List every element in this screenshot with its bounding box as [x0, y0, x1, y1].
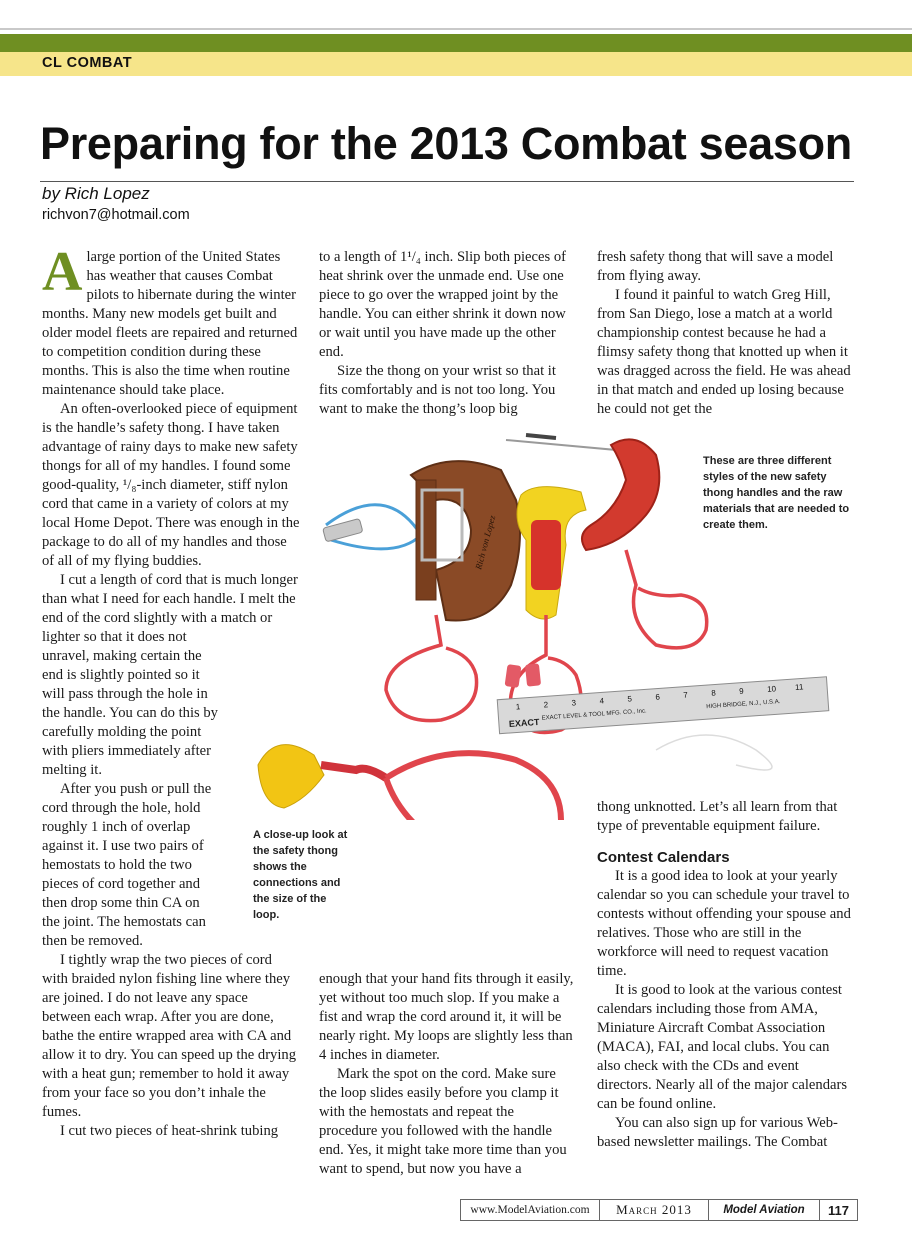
paragraph: I found it painful to watch Greg Hill, from San Diego, lose a match at a world championship contest because he had a flimsy safety thong that knotted up when it was dragged across the field. He was ahead in that match and ended up losing because he could not get the — [597, 287, 851, 417]
ruler-number: 8 — [710, 688, 717, 698]
narrow-wrap — [42, 647, 218, 951]
paragraph: Mark the spot on the cord. Make sure the loop slides easily before you clamp it with the hemostats and repeat the procedure you followed with the handle end. Yes, it might take more time than you want to spend, but now you have a — [319, 1066, 567, 1177]
paragraph — [42, 241, 300, 400]
column-2-top — [319, 248, 575, 419]
paragraph: You can also sign up for various Web-based newsletter mailings. The Combat — [597, 1115, 838, 1150]
paragraph: I cut two pieces of heat-shrink tubing — [60, 1123, 279, 1139]
wire-end — [526, 435, 556, 438]
heat-shrink-piece — [525, 663, 541, 686]
page-footer — [460, 1199, 858, 1221]
ruler-number: 10 — [766, 684, 777, 694]
ruler-number: 9 — [738, 686, 744, 696]
ruler-maker: EXACT LEVEL & TOOL MFG. CO., Inc. — [541, 708, 647, 722]
paragraph: An often-overlooked piece of equipment is the handle’s safety thong. I have taken advantage of rainy days to make new safety thongs for all of my handles. I found some good-quality, ¹/₈-inch diameter, stiff nylon cord that came in a variety of colors at my local Home Depot. There was enough in the package to do all of my handles and those of all of my flying buddies. — [42, 401, 300, 569]
page-number: 117 — [828, 1202, 849, 1218]
header-yellow-band — [0, 52, 912, 76]
ruler-number: 5 — [627, 694, 633, 704]
section-label: CL COMBAT — [42, 55, 133, 71]
ruler-number: 4 — [599, 696, 605, 706]
ruler-number: 6 — [655, 692, 661, 702]
ruler-number: 3 — [571, 698, 577, 708]
ruler-brand: EXACT — [508, 716, 540, 729]
paragraph: It is good to look at the various contest calendars including those from AMA, Miniature Aircraft Combat Association (MACA), FAI, and local clubs. You can also check with the CDs and event directors. Nearly all of the major calendars can be found online. — [597, 982, 848, 1112]
paragraph: I tightly wrap the two pieces of cord with braided nylon fishing line where they are joined. I do not leave any space between each wrap. After you are done, bathe the entire wrapped area with CA and allow it to dry. You can speed up the drying with a heat gun; remember to hold it away from your face so you don’t inhale the fumes. — [42, 952, 297, 1120]
closeup-cord-loop — [386, 753, 561, 820]
column-3-top — [597, 248, 855, 419]
cord-loop-1 — [386, 615, 477, 721]
header-green-band — [0, 34, 912, 52]
fishing-line — [656, 735, 772, 770]
ruler-number: 2 — [543, 700, 549, 710]
column-3-bottom — [597, 798, 855, 1152]
closeup-cord-tail — [386, 778, 496, 820]
photo-caption: These are three different styles of the new safety thong handles and the raw materials that are needed to create them. — [703, 455, 850, 531]
red-grip — [531, 520, 561, 590]
paragraph: unravel, making certain the end is slightly pointed so it will pass through the hole in the handle. You can do this by carefully molding the point with pliers immediately after melting it. — [42, 648, 218, 778]
author-email: richvon7@hotmail.com — [42, 207, 190, 223]
ruler-number: 11 — [794, 682, 804, 692]
closeup-caption: A close-up look at the safety thong shows the connections and the size of the loop. — [253, 829, 348, 921]
paragraph: Size the thong on your wrist so that it fits comfortably and is not too long. You want to make the thong’s loop big — [319, 363, 556, 417]
red-curved-handle — [582, 439, 659, 550]
footer-magazine: Model Aviation — [709, 1200, 820, 1220]
paragraph: It is a good idea to look at your yearly calendar so you can schedule your travel to contests without offending your spouse and relatives. Those who are still in the workforce will need to request vacation time. — [597, 868, 851, 979]
paragraph: thong unknotted. Let’s all learn from that type of preventable equipment failure. — [597, 799, 838, 834]
byline: by Rich Lopez — [42, 184, 150, 203]
ruler-number: 1 — [515, 702, 521, 712]
drop-cap: A — [42, 241, 83, 303]
closeup-heat-shrink — [321, 765, 386, 778]
footer-date: March 2013 — [600, 1200, 709, 1220]
paragraph: I cut a length of cord that is much longer than what I need for each handle. I melt the end of the cord slightly with a match or lighter so that it does not — [42, 572, 298, 645]
article-title: Preparing for the 2013 Combat season — [40, 118, 852, 169]
paragraph: to a length of 1¹/₄ inch. Slip both pieces of heat shrink over the unmade end. Use one piece to go over the wrapped joint by the handle. You can either shrink it down now or wait until you have made up the other end. — [319, 249, 566, 360]
steel-ruler — [497, 677, 829, 734]
ruler-number: 7 — [683, 690, 689, 700]
subheading: Contest Calendars — [597, 849, 730, 866]
top-rule — [0, 28, 912, 30]
handle-writing: Rich von Lopez — [473, 514, 498, 571]
cord-loop-3 — [626, 550, 707, 648]
paragraph: fresh safety thong that will save a model from flying away. — [597, 249, 834, 284]
closeup-yellow-handle — [258, 745, 324, 808]
column-2-bottom — [319, 970, 575, 1179]
title-rule — [40, 181, 854, 182]
heat-shrink-piece — [505, 664, 522, 688]
paragraph: After you push or pull the cord through the hole, hold roughly 1 inch of overlap against it. I use two pairs of hemostats to hold the two pieces of cord together and then drop some thin CA on the joint. The hemostats can then be removed. — [42, 781, 212, 949]
paragraph: enough that your hand fits through it easily, yet without too much slop. If you make a fist and wrap the cord around it, it will be nearly right. My loops are slightly less than 4 inches in diameter. — [319, 971, 574, 1063]
paragraph-text: large portion of the United States has weather that causes Combat pilots to hibernate during the winter months. Many new models get built and older model fleets are repaired and returned to competition condition during these months. This is also the time when routine maintenance should take place. — [42, 249, 298, 398]
ruler-place: HIGH BRIDGE, N.J., U.S.A. — [706, 699, 781, 711]
wooden-handle-grip — [416, 480, 436, 600]
footer-url: www.ModelAviation.com — [461, 1200, 600, 1220]
